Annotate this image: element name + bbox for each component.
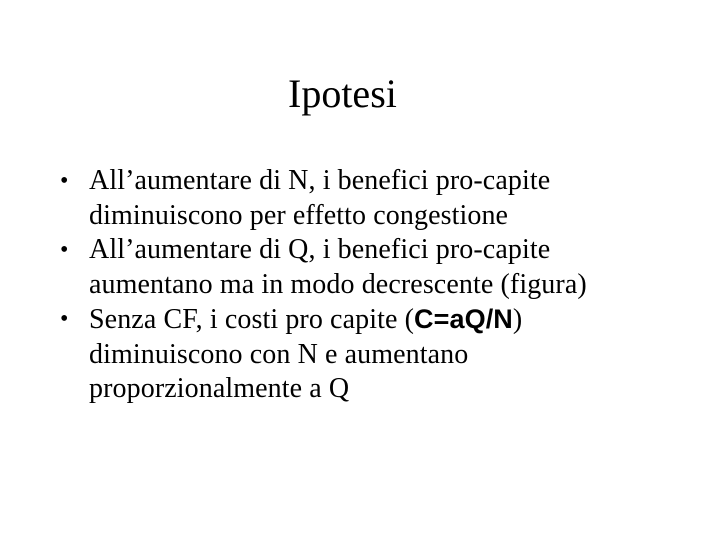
- bullet-text-line: All’aumentare di N, i benefici pro-capite: [89, 165, 551, 196]
- bullet-text-line: proporzionalmente a Q: [89, 373, 350, 404]
- bullet-list: [60, 164, 680, 407]
- bullet-text-line: aumentano ma in modo decrescente (figura): [89, 268, 587, 300]
- bullet-icon: •: [60, 306, 69, 332]
- bullet-item-benefits: [60, 233, 680, 302]
- slide-title: Ipotesi: [288, 71, 397, 116]
- bullet-text-line: [89, 302, 680, 338]
- bullet-icon: •: [60, 168, 69, 194]
- bullet-text-prefix: Senza CF, i costi pro capite (: [89, 304, 415, 335]
- bullet-item-congestion: [60, 164, 680, 233]
- cost-formula: C=aQ/N: [414, 304, 513, 334]
- bullet-item-costs: [60, 302, 680, 407]
- bullet-text-line: All’aumentare di Q, i benefici pro-capite: [89, 234, 551, 265]
- bullet-icon: •: [60, 237, 69, 263]
- bullet-text-suffix: ): [512, 304, 523, 335]
- bullet-text-line: diminuiscono con N e aumentano: [89, 338, 469, 370]
- bullet-text-line: diminuiscono per effetto congestione: [89, 199, 509, 231]
